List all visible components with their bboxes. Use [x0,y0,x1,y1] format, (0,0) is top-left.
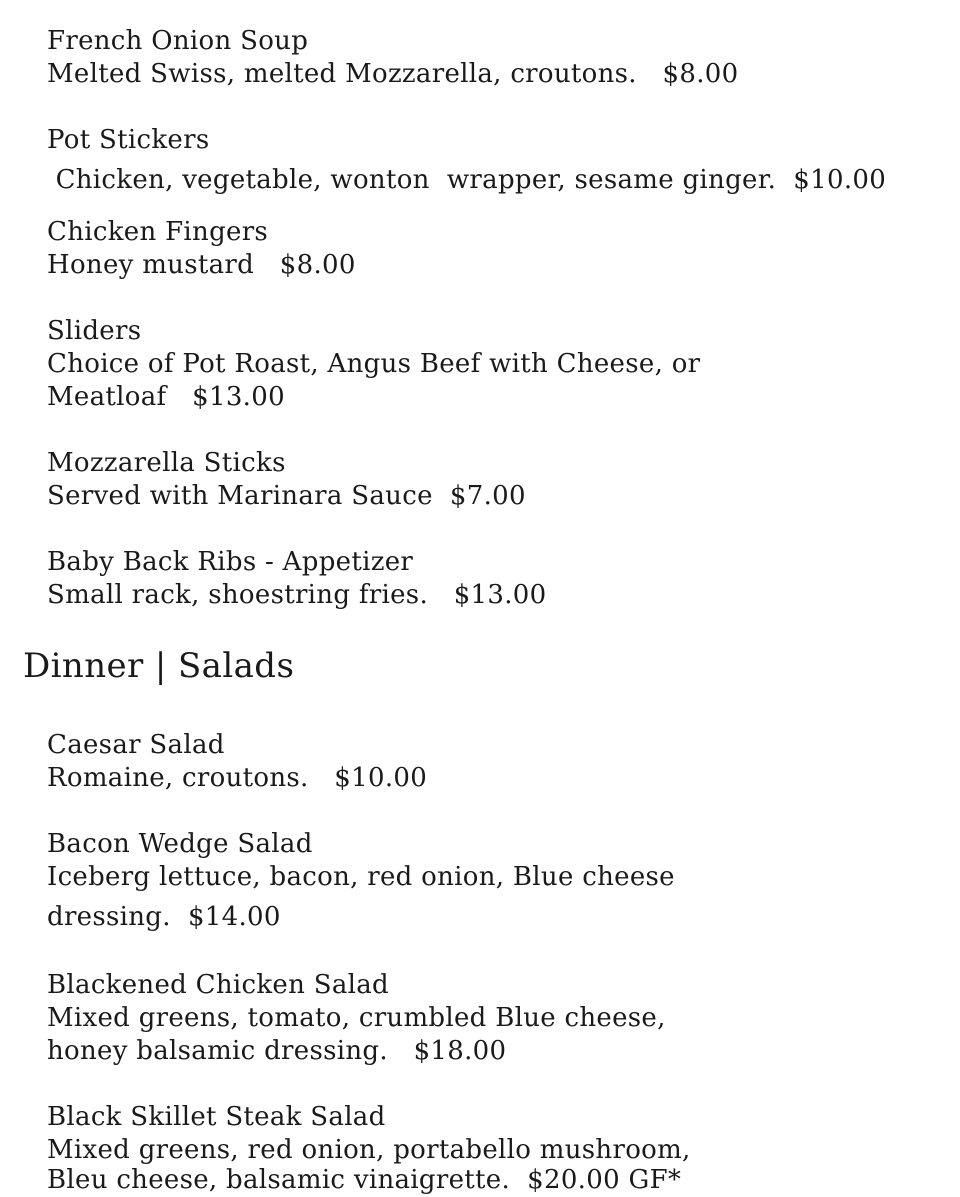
item-name: Sliders [47,316,142,346]
item-description: Mixed greens, red onion, portabello mushroom, [47,1135,691,1165]
item-name: Mozzarella Sticks [47,448,286,478]
item-name: French Onion Soup [47,26,309,56]
item-description: dressing. $14.00 [47,902,281,932]
section-heading: Dinner | Salads [23,646,295,686]
item-name: Bacon Wedge Salad [47,829,313,859]
item-name: Blackened Chicken Salad [47,970,390,1000]
item-description: Choice of Pot Roast, Angus Beef with Cheese, or [47,349,701,379]
item-description: honey balsamic dressing. $18.00 [47,1036,507,1066]
item-description: Romaine, croutons. $10.00 [47,763,428,793]
item-description: Served with Marinara Sauce $7.00 [47,481,526,511]
item-description: Melted Swiss, melted Mozzarella, croutons. $8.00 [47,59,739,89]
item-description: Honey mustard $8.00 [47,250,356,280]
item-description: Small rack, shoestring fries. $13.00 [47,580,547,610]
item-description: Bleu cheese, balsamic vinaigrette. $20.00 GF* [47,1165,682,1195]
item-description: Chicken, vegetable, wonton wrapper, sesame ginger. $10.00 [47,165,887,195]
item-name: Caesar Salad [47,730,225,760]
item-description: Iceberg lettuce, bacon, red onion, Blue cheese [47,862,675,892]
item-description: Mixed greens, tomato, crumbled Blue cheese, [47,1003,666,1033]
item-name: Baby Back Ribs - Appetizer [47,547,414,577]
item-name: Black Skillet Steak Salad [47,1102,386,1132]
item-description: Meatloaf $13.00 [47,382,285,412]
item-name: Pot Stickers [47,125,210,155]
item-name: Chicken Fingers [47,217,269,247]
